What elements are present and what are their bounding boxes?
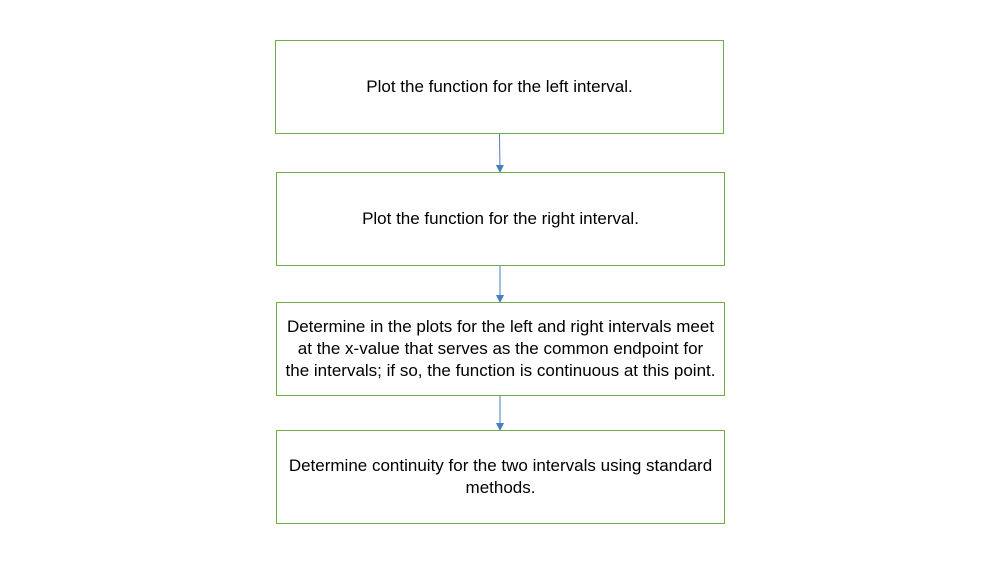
step-box-determine-continuity [276,430,725,524]
step-text: Plot the function for the right interval. [362,209,639,228]
arrow-step1-to-step2 [500,134,501,171]
step-box-check-common-endpoint [276,302,725,396]
step-box-plot-right-interval [276,172,725,266]
step-text: Determine in the plots for the left and right intervals meet at the x-value that serves as the common endpoint for the intervals; if so, the function is continuous at this point. [285,317,716,380]
step-text: Determine continuity for the two intervals using standard methods. [288,456,713,497]
step-text: Plot the function for the left interval. [366,77,633,96]
step-box-plot-left-interval [275,40,724,134]
